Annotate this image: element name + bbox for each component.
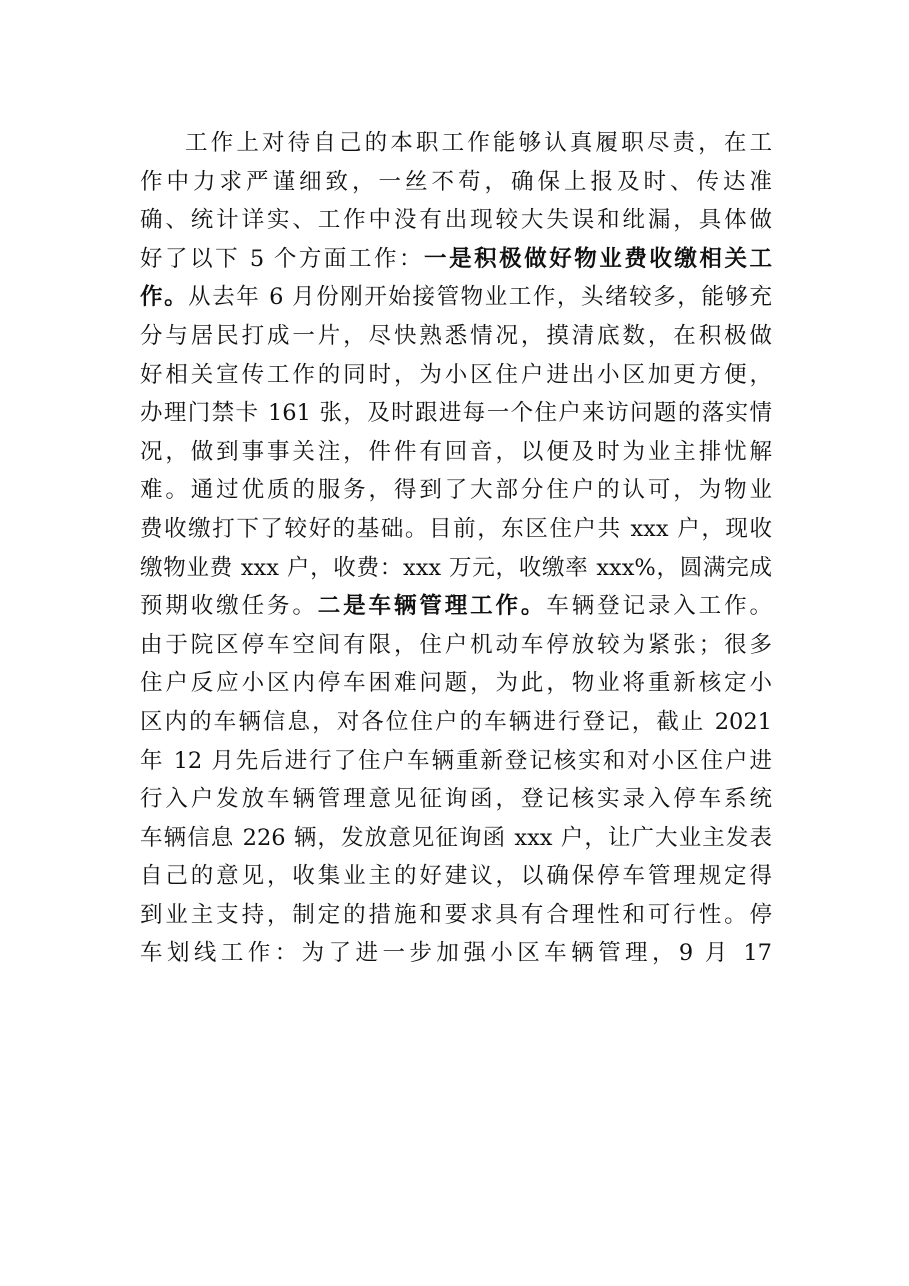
text-span: 工作上对待自己的本职工作能够认真履职尽责，在工: [185, 130, 772, 156]
text-span: 缴物业费 xxx 户，收费：xxx 万元，收缴率 xxx%，圆满完成: [140, 554, 772, 581]
text-span: 办理门禁卡 161 张，及时跟进每一个住户来访问题的落实情: [140, 400, 772, 427]
text-span: 住户反应小区内停车困难问题，为此，物业将重新核定小: [140, 670, 772, 697]
text-line: [140, 819, 772, 858]
text-span: 况，做到事事关注，件件有回音，以便及时为业主排忧解: [140, 438, 772, 465]
text-line: [140, 124, 772, 163]
text-line: [140, 587, 772, 626]
text-line: [140, 510, 772, 549]
text-span: 从去年 6 月份刚开始接管物业工作，头绪较多，能够充: [188, 284, 772, 311]
text-span: 车划线工作：为了进一步加强小区车辆管理，9 月 17: [140, 940, 772, 967]
text-span: 到业主支持，制定的措施和要求具有合理性和可行性。停: [140, 901, 772, 928]
text-line: [140, 664, 772, 703]
text-span: 年 12 月先后进行了住户车辆重新登记核实和对小区住户进: [140, 747, 772, 774]
bold-heading-span: 一是积极做好物业费收缴相关工: [424, 245, 772, 272]
text-line: [140, 703, 772, 742]
text-span: 车辆信息 226 辆，发放意见征询函 xxx 户，让广大业主发表: [140, 824, 772, 851]
bold-heading-span: 作。: [140, 284, 189, 311]
text-line: [140, 163, 772, 202]
text-span: 作中力求严谨细致，一丝不苟，确保上报及时、传达准: [140, 168, 772, 195]
text-span: 好相关宣传工作的同时，为小区住户进出小区加更方便，: [140, 361, 772, 388]
text-span: 难。通过优质的服务，得到了大部分住户的认可，为物业: [140, 477, 772, 504]
text-span: 确、统计详实、工作中没有出现较大失误和纰漏，具体做: [140, 207, 772, 234]
text-line: [140, 471, 772, 510]
text-line: [140, 549, 772, 588]
text-line: [140, 394, 772, 433]
text-span: 由于院区停车空间有限，住户机动车停放较为紧张；很多: [140, 631, 772, 658]
text-span: 分与居民打成一片，尽快熟悉情况，摸清底数，在积极做: [140, 322, 772, 349]
body-paragraph: [140, 124, 772, 973]
text-line: [140, 433, 772, 472]
text-line: [140, 742, 772, 781]
text-line: [140, 201, 772, 240]
text-span: 费收缴打下了较好的基础。目前，东区住户共 xxx 户，现收: [140, 515, 772, 542]
text-span: 好了以下 5 个方面工作：: [140, 245, 425, 272]
text-span: 预期收缴任务。: [140, 593, 318, 620]
text-line: [140, 780, 772, 819]
text-line: [140, 317, 772, 356]
text-line: [140, 356, 772, 395]
text-span: 自己的意见，收集业主的好建议，以确保停车管理规定得: [140, 863, 772, 890]
text-line: [140, 626, 772, 665]
text-span: 车辆登记录入工作。: [546, 593, 772, 620]
text-line: [140, 934, 772, 973]
text-line: [140, 857, 772, 896]
text-line: [140, 278, 772, 317]
text-span: 区内的车辆信息，对各位住户的车辆进行登记，截止 2021: [140, 708, 772, 735]
bold-heading-span: 二是车辆管理工作。: [317, 593, 547, 620]
text-line: [140, 896, 772, 935]
text-span: 行入户发放车辆管理意见征询函，登记核实录入停车系统: [140, 786, 772, 813]
text-line: [140, 240, 772, 279]
